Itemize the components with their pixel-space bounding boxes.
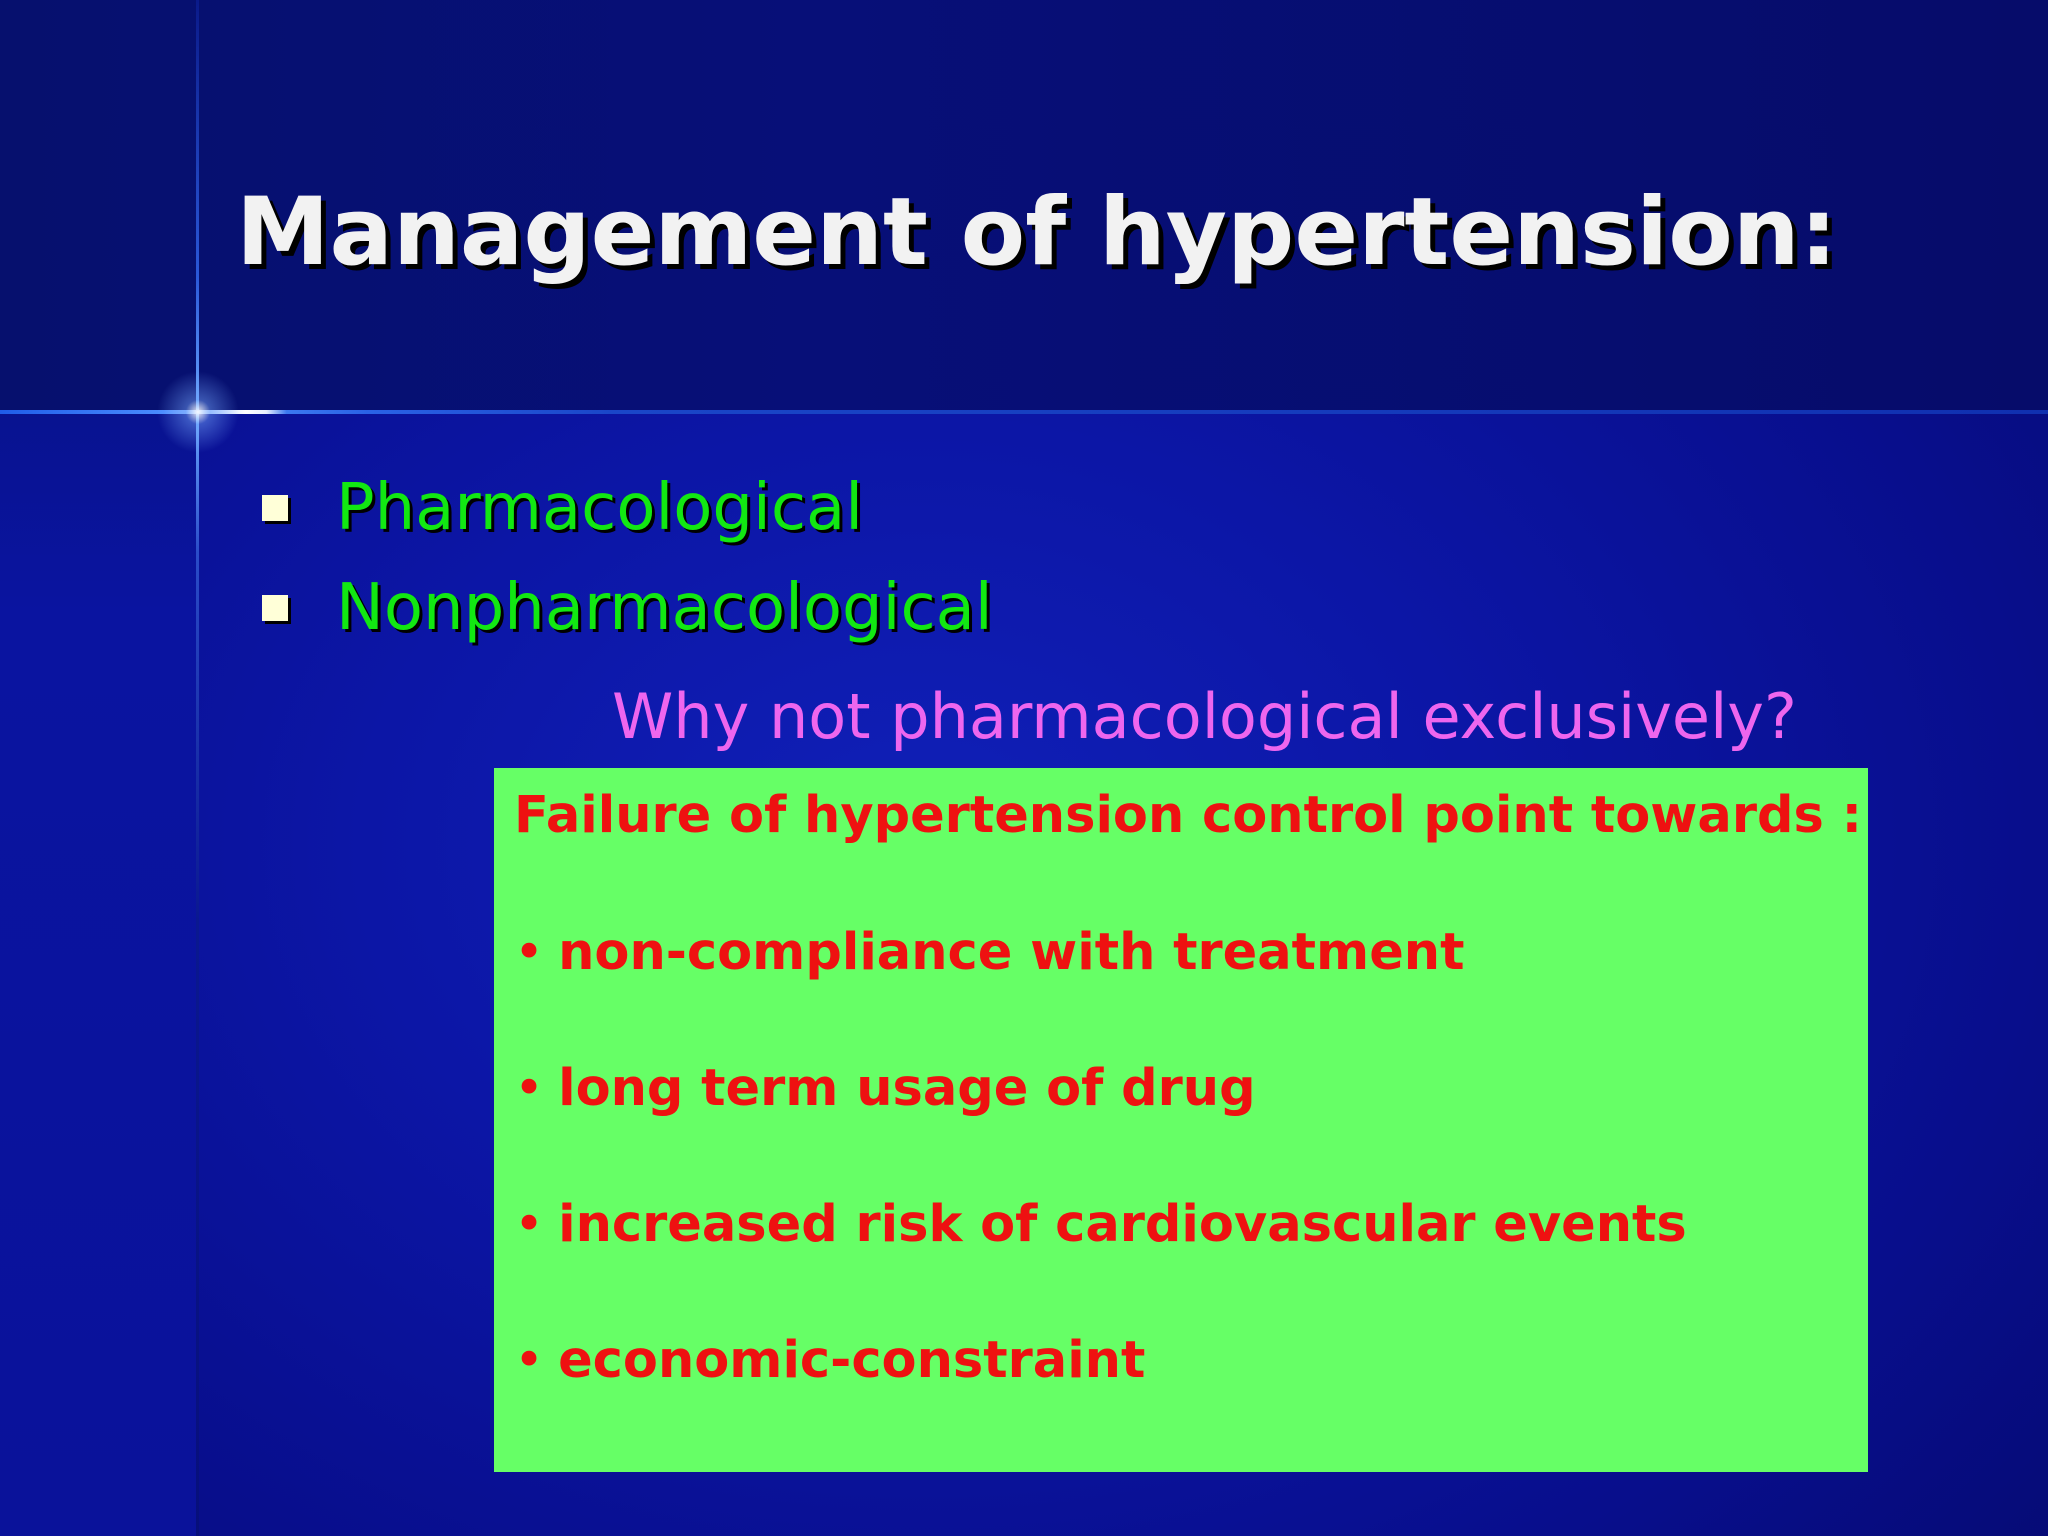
vertical-accent-line <box>196 0 199 1536</box>
callout-heading: Failure of hypertension control point towards : <box>514 786 1862 845</box>
bullet-dot-icon: • <box>514 1195 545 1254</box>
bullet-item-pharmacological <box>262 458 993 558</box>
bullet-label: Pharmacological <box>336 471 863 545</box>
callout-item <box>514 1059 1256 1118</box>
question-text: Why not pharmacological exclusively? <box>612 680 1797 753</box>
callout-box <box>494 768 1868 1472</box>
bullet-dot-icon: • <box>514 923 545 982</box>
callout-item <box>514 1331 1145 1390</box>
bullet-list <box>262 458 993 658</box>
bullet-item-nonpharmacological <box>262 558 993 658</box>
horizontal-accent-line <box>0 410 2048 414</box>
callout-item-text: economic-constraint <box>558 1331 1146 1390</box>
cross-glow-decoration <box>150 364 246 460</box>
bullet-dot-icon: • <box>514 1331 545 1390</box>
square-bullet-icon <box>262 595 288 621</box>
callout-item <box>514 1195 1687 1254</box>
bullet-label: Nonpharmacological <box>336 571 993 645</box>
callout-item <box>514 923 1464 982</box>
callout-item-text: increased risk of cardiovascular events <box>558 1195 1687 1254</box>
square-bullet-icon <box>262 495 288 521</box>
bullet-dot-icon: • <box>514 1059 545 1118</box>
callout-item-text: non-compliance with treatment <box>558 923 1465 982</box>
slide-title: Management of hypertension: <box>236 178 1838 287</box>
callout-item-text: long term usage of drug <box>558 1059 1256 1118</box>
